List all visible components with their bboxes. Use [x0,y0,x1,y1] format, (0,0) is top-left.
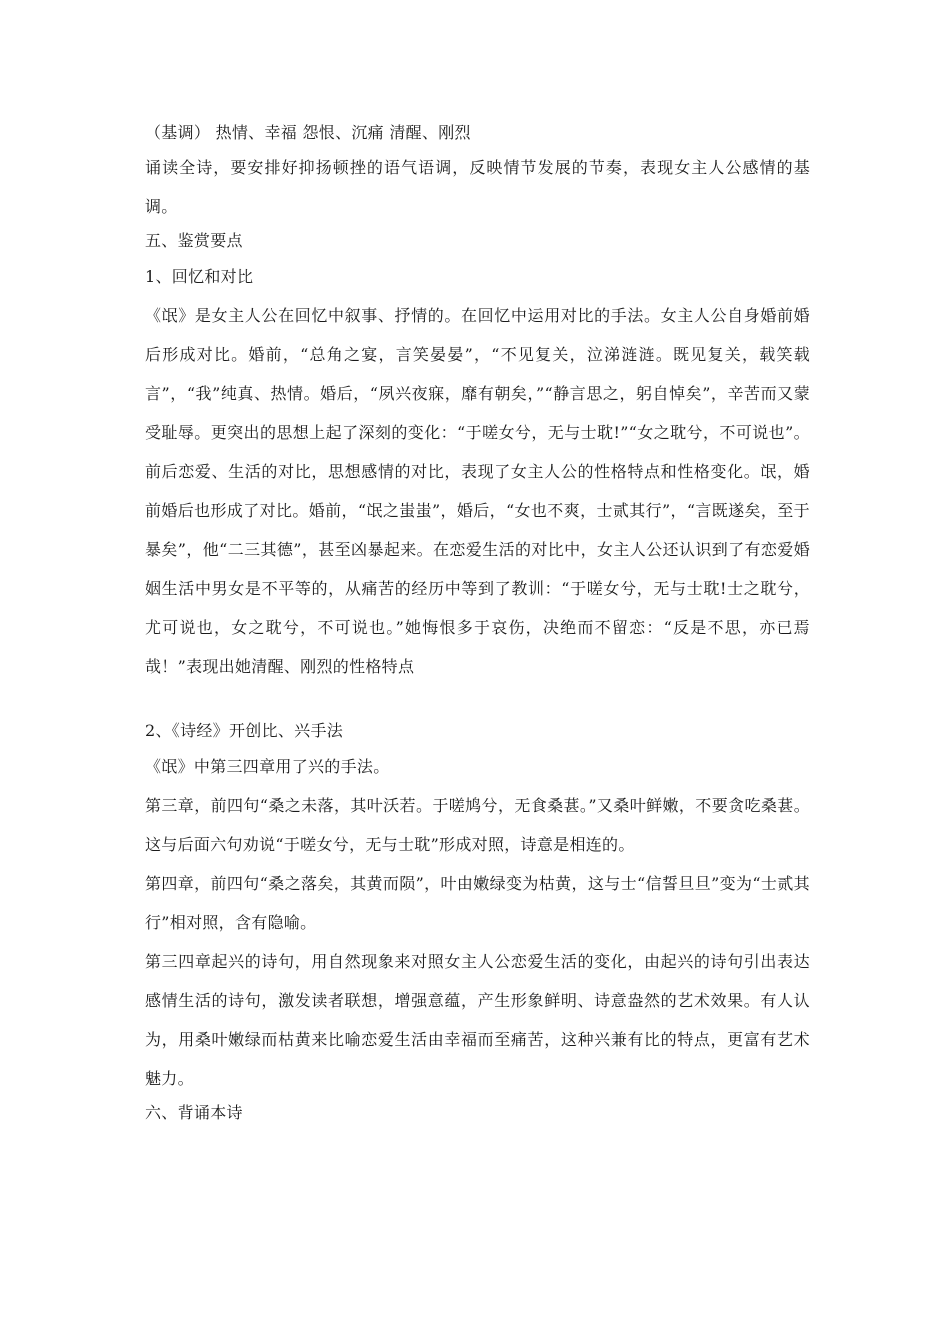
section-six-heading: 六、背诵本诗 [145,1103,243,1122]
summary-paragraph: 第三四章起兴的诗句，用自然现象来对照女主人公恋爱生活的变化，由起兴的诗句引出表达感情生活的诗句，激发读者联想，增强意蕴，产生形象鲜明、诗意盎然的艺术效果。有人认为，用桑叶嫩绿而枯黄来比喻恋爱生活由幸福而至痛苦，这种兴兼有比的特点，更富有艺术魅力。 [145,952,810,1088]
point-one-heading: 1、回忆和对比 [145,267,254,286]
chapter-three-paragraph: 第三章，前四句“桑之未落，其叶沃若。于嗟鸠兮，无食桑葚。”又桑叶鲜嫩，不要贪吃桑葚。这与后面六句劝说“于嗟女兮，无与士耽”形成对照，诗意是相连的。 [145,796,810,854]
chapter-four-paragraph: 第四章，前四句“桑之落矣，其黄而陨”，叶由嫩绿变为枯黄，这与士“信誓旦旦”变为“士贰其行”相对照，含有隐喻。 [145,874,810,932]
point-two-heading: 2、《诗经》开创比、兴手法 [145,721,344,740]
recite-paragraph: 诵读全诗，要安排好抑扬顿挫的语气语调，反映情节发展的节奏，表现女主人公感情的基调。 [145,158,810,216]
point-two-intro: 《氓》中第三四章用了兴的手法。 [145,757,390,776]
section-five-heading: 五、鉴赏要点 [145,231,243,250]
document-body [145,118,810,1128]
point-one-paragraph: 《氓》是女主人公在回忆中叙事、抒情的。在回忆中运用对比的手法。女主人公自身婚前婚后形成对比。婚前，“总角之宴，言笑晏晏”，“不见复关，泣涕涟涟。既见复关，载笑载言”，“我”纯真、热情。婚后，“夙兴夜寐，靡有朝矣，”“静言思之，躬自悼矣”，辛苦而又蒙受耻辱。更突出的思想上起了深刻的变化：“于嗟女兮，无与士耽!”“女之耽兮，不可说也”。前后恋爱、生活的对比，思想感情的对比，表现了女主人公的性格特点和性格变化。氓，婚前婚后也形成了对比。婚前，“氓之蚩蚩”，婚后，“女也不爽，士贰其行”，“言既遂矣，至于暴矣”，他“二三其德”，甚至凶暴起来。在恋爱生活的对比中，女主人公还认识到了有恋爱婚姻生活中男女是不平等的，从痛苦的经历中等到了教训：“于嗟女兮，无与士耽!士之耽兮，尤可说也，女之耽兮，不可说也。”她悔恨多于哀伤，决绝而不留恋：“反是不思，亦已焉哉！”表现出她清醒、刚烈的性格特点 [145,306,810,676]
basic-tone-line: （基调） 热情、幸福 怨恨、沉痛 清醒、刚烈 [145,123,471,142]
